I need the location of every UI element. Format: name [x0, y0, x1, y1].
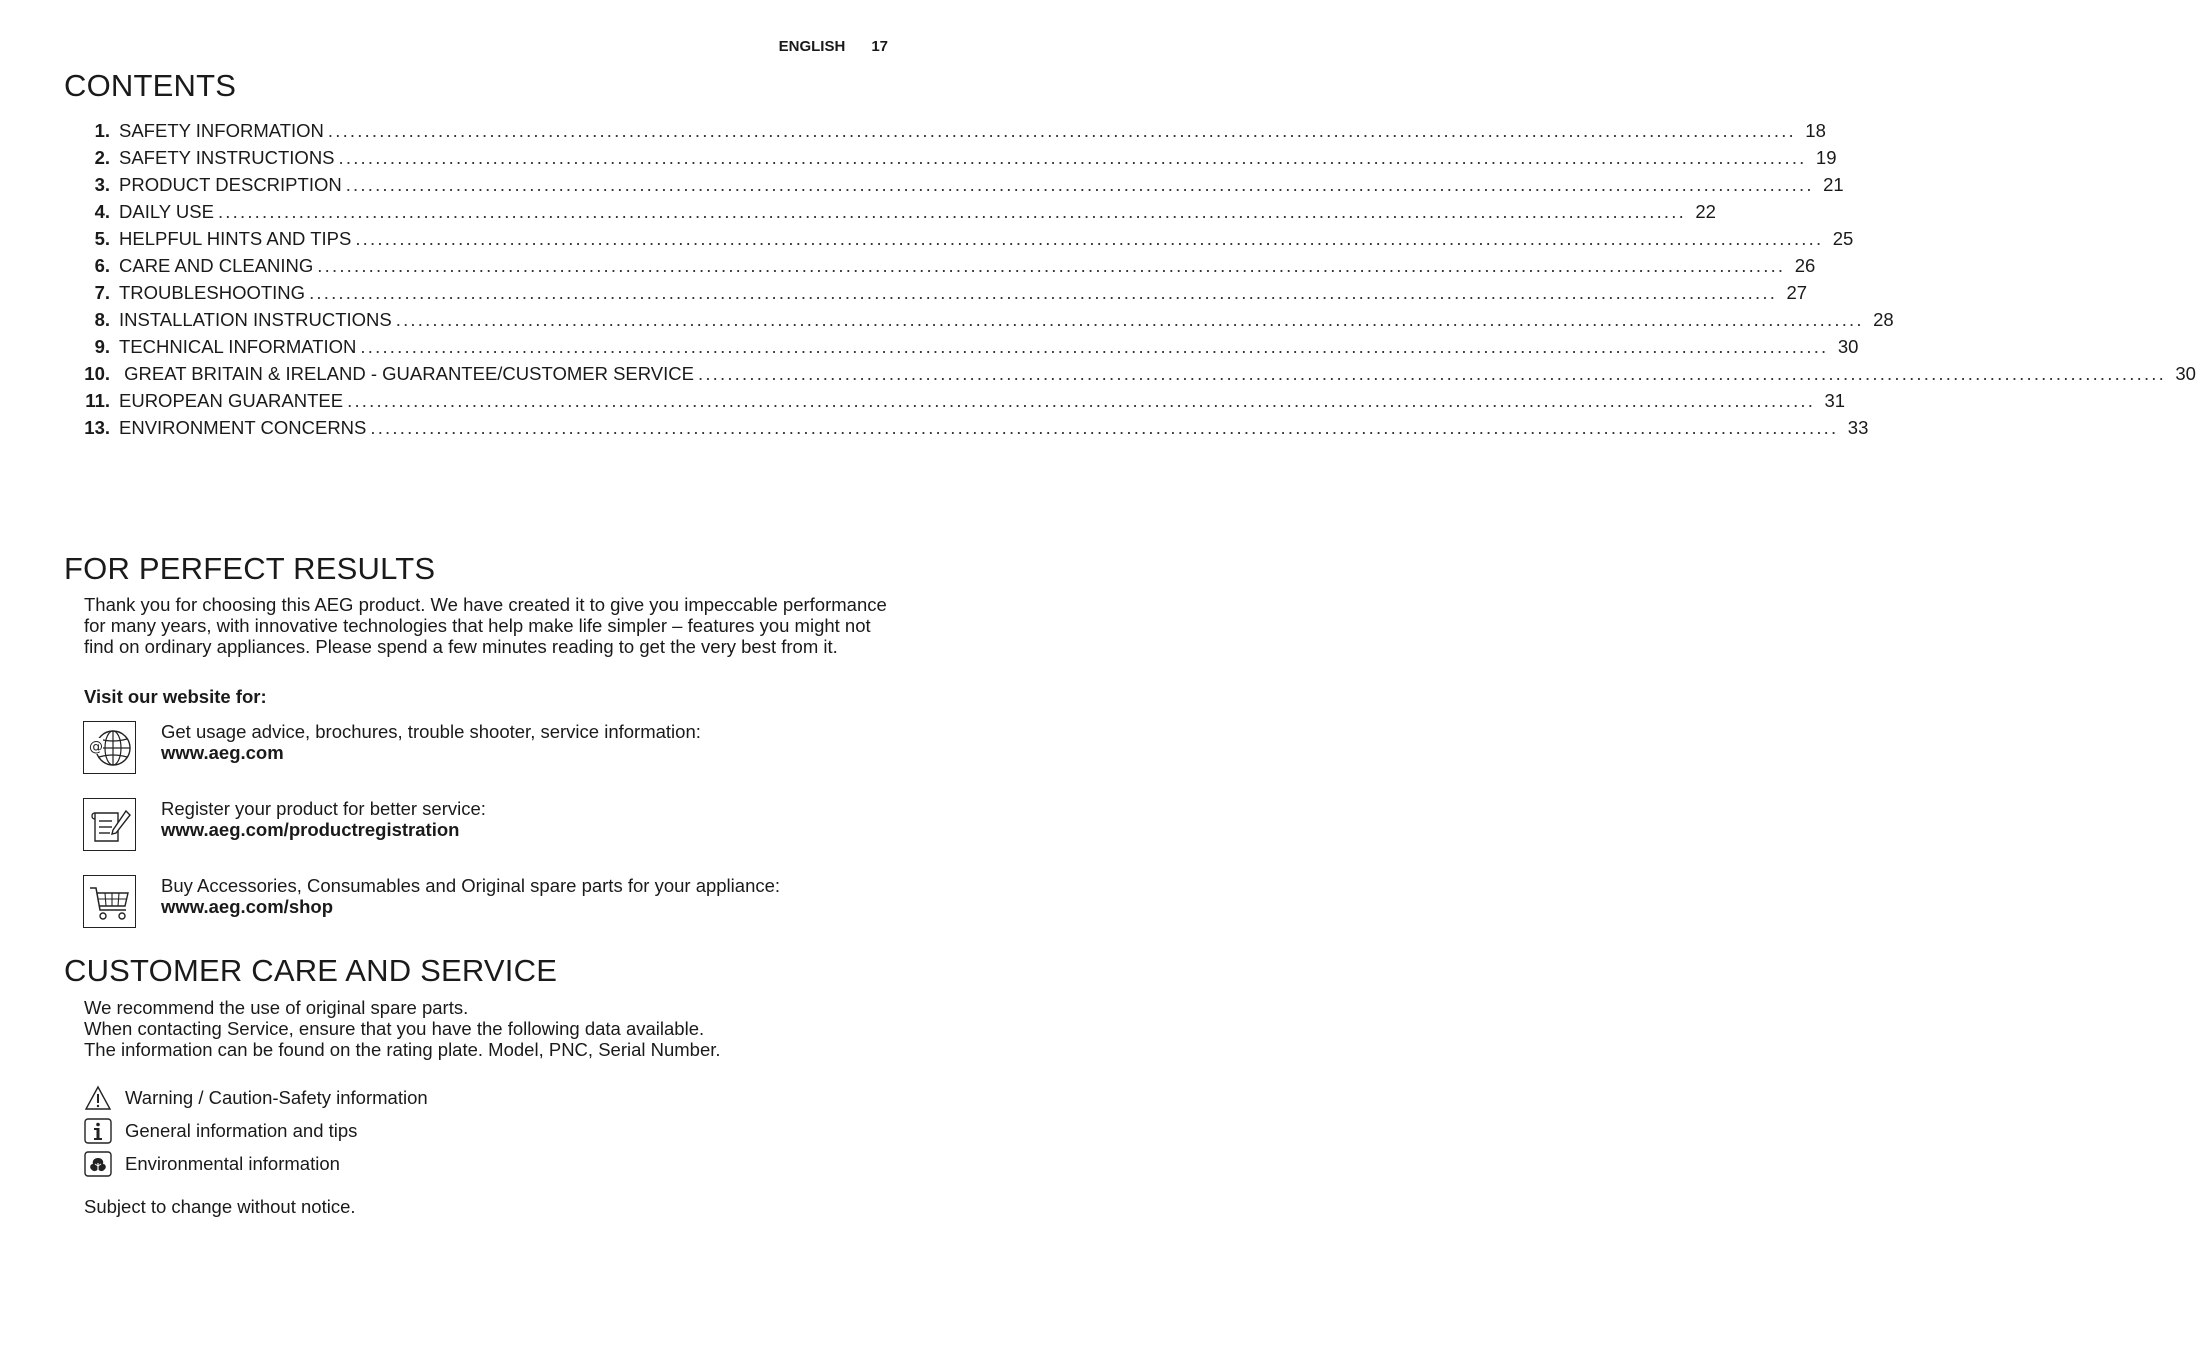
toc-item[interactable]: [80, 417, 1869, 444]
shopping-cart-icon: [83, 875, 136, 928]
info-icon: [84, 1118, 112, 1144]
toc-item[interactable]: [80, 201, 1716, 228]
table-of-contents: [80, 120, 2196, 444]
toc-leader: ........................................................................................................................................................................................................: [327, 120, 1796, 141]
shop-description: Buy Accessories, Consumables and Original spare parts for your appliance:: [161, 875, 781, 896]
svg-text:@: @: [88, 738, 103, 755]
globe-at-icon: [83, 721, 136, 774]
toc-item[interactable]: [80, 336, 1859, 363]
toc-page: 31: [1824, 390, 1846, 411]
toc-number: 5.: [94, 228, 110, 249]
toc-page: 22: [1695, 201, 1716, 222]
page-number: 17: [871, 38, 888, 55]
toc-item[interactable]: [80, 228, 1854, 255]
toc-number: 4.: [94, 201, 110, 222]
toc-item[interactable]: [80, 309, 1894, 336]
toc-title: INSTALLATION INSTRUCTIONS: [119, 309, 392, 330]
toc-title: SAFETY INFORMATION: [119, 120, 324, 141]
symbol-row-environment: [84, 1150, 340, 1178]
toc-leader: ........................................................................................................................................................................................................: [395, 309, 1864, 330]
toc-leader: ........................................................................................................................................................................................................: [355, 228, 1824, 249]
results-heading: FOR PERFECT RESULTS: [64, 551, 436, 586]
shop-url-link[interactable]: www.aeg.com/shop: [161, 896, 334, 917]
website-link-text: [161, 721, 701, 763]
toc-number: 10.: [84, 363, 110, 384]
toc-page: 30: [1837, 336, 1859, 357]
toc-leader: ........................................................................................................................................................................................................: [338, 147, 1807, 168]
toc-title: HELPFUL HINTS AND TIPS: [119, 228, 352, 249]
toc-page: 21: [1823, 174, 1844, 195]
toc-title: SAFETY INSTRUCTIONS: [119, 147, 335, 168]
toc-item[interactable]: [80, 174, 1844, 201]
website-url-link[interactable]: www.aeg.com: [161, 742, 284, 763]
symbol-label-environment: Environmental information: [125, 1153, 340, 1174]
toc-title: GREAT BRITAIN & IRELAND - GUARANTEE/CUSTOMER SERVICE: [119, 363, 694, 384]
environment-icon: [84, 1151, 112, 1177]
toc-title: DAILY USE: [119, 201, 214, 222]
toc-page: 30: [2175, 363, 2196, 384]
toc-title: TECHNICAL INFORMATION: [119, 336, 357, 357]
toc-leader: ........................................................................................................................................................................................................: [697, 363, 2166, 384]
toc-leader: ........................................................................................................................................................................................................: [317, 255, 1786, 276]
toc-item[interactable]: [80, 120, 1826, 147]
website-description: Get usage advice, brochures, trouble shooter, service information:: [161, 721, 701, 742]
symbol-label-info: General information and tips: [125, 1120, 358, 1141]
toc-item[interactable]: [80, 255, 1816, 282]
registration-description: Register your product for better service:: [161, 798, 486, 819]
registration-link-row: [83, 798, 903, 854]
toc-title: PRODUCT DESCRIPTION: [119, 174, 342, 195]
contents-heading: CONTENTS: [64, 68, 237, 103]
customer-care-line: When contacting Service, ensure that you have the following data available.: [84, 1018, 705, 1039]
toc-page: 19: [1815, 147, 1837, 168]
toc-page: 18: [1805, 120, 1826, 141]
toc-page: 33: [1847, 417, 1869, 438]
customer-care-line: The information can be found on the rating plate. Model, PNC, Serial Number.: [84, 1039, 721, 1060]
toc-number: 2.: [94, 147, 110, 168]
website-link-row: [83, 721, 903, 777]
toc-page: 28: [1873, 309, 1894, 330]
toc-title: CARE AND CLEANING: [119, 255, 314, 276]
toc-number: 13.: [84, 417, 110, 438]
toc-page: 25: [1832, 228, 1854, 249]
toc-leader: ........................................................................................................................................................................................................: [347, 390, 1816, 411]
toc-leader: ........................................................................................................................................................................................................: [370, 417, 1839, 438]
shop-link-text: [161, 875, 780, 917]
toc-number: 11.: [85, 390, 110, 411]
toc-item[interactable]: [80, 282, 1808, 309]
warning-triangle-icon: [84, 1085, 112, 1111]
toc-title: EUROPEAN GUARANTEE: [119, 390, 344, 411]
toc-leader: ........................................................................................................................................................................................................: [345, 174, 1814, 195]
toc-item[interactable]: [80, 363, 2196, 390]
toc-title: ENVIRONMENT CONCERNS: [119, 417, 367, 438]
customer-care-text: [84, 997, 896, 1060]
registration-url-link[interactable]: www.aeg.com/productregistration: [161, 819, 460, 840]
toc-leader: ........................................................................................................................................................................................................: [309, 282, 1778, 303]
toc-page: 27: [1786, 282, 1808, 303]
symbol-row-warning: [84, 1084, 428, 1112]
toc-title: TROUBLESHOOTING: [119, 282, 306, 303]
toc-page: 26: [1794, 255, 1816, 276]
toc-leader: ........................................................................................................................................................................................................: [360, 336, 1829, 357]
toc-leader: ........................................................................................................................................................................................................: [217, 201, 1686, 222]
change-notice: Subject to change without notice.: [84, 1196, 356, 1217]
registration-link-text: [161, 798, 486, 840]
toc-number: 6.: [94, 255, 110, 276]
shop-link-row: [83, 875, 903, 931]
register-document-icon: [83, 798, 136, 851]
toc-number: 9.: [94, 336, 110, 357]
toc-number: 8.: [94, 309, 110, 330]
toc-item[interactable]: [80, 147, 1837, 174]
symbol-label-warning: Warning / Caution-Safety information: [125, 1087, 428, 1108]
toc-number: 1.: [94, 120, 110, 141]
toc-item[interactable]: [80, 390, 1846, 417]
symbol-row-info: [84, 1117, 357, 1145]
page-header: [779, 38, 888, 55]
intro-paragraph: Thank you for choosing this AEG product. We have created it to give you impeccable performance for many years, with innovative technologies that help make life simpler – features you might not find on ordinary appliances. Please spend a few minutes reading to get the very best from it.: [84, 594, 887, 657]
visit-label: Visit our website for:: [84, 686, 267, 707]
customer-care-heading: CUSTOMER CARE AND SERVICE: [64, 953, 558, 988]
customer-care-line: We recommend the use of original spare parts.: [84, 997, 469, 1018]
toc-number: 3.: [94, 174, 110, 195]
language-label: ENGLISH: [778, 38, 846, 55]
toc-number: 7.: [94, 282, 110, 303]
